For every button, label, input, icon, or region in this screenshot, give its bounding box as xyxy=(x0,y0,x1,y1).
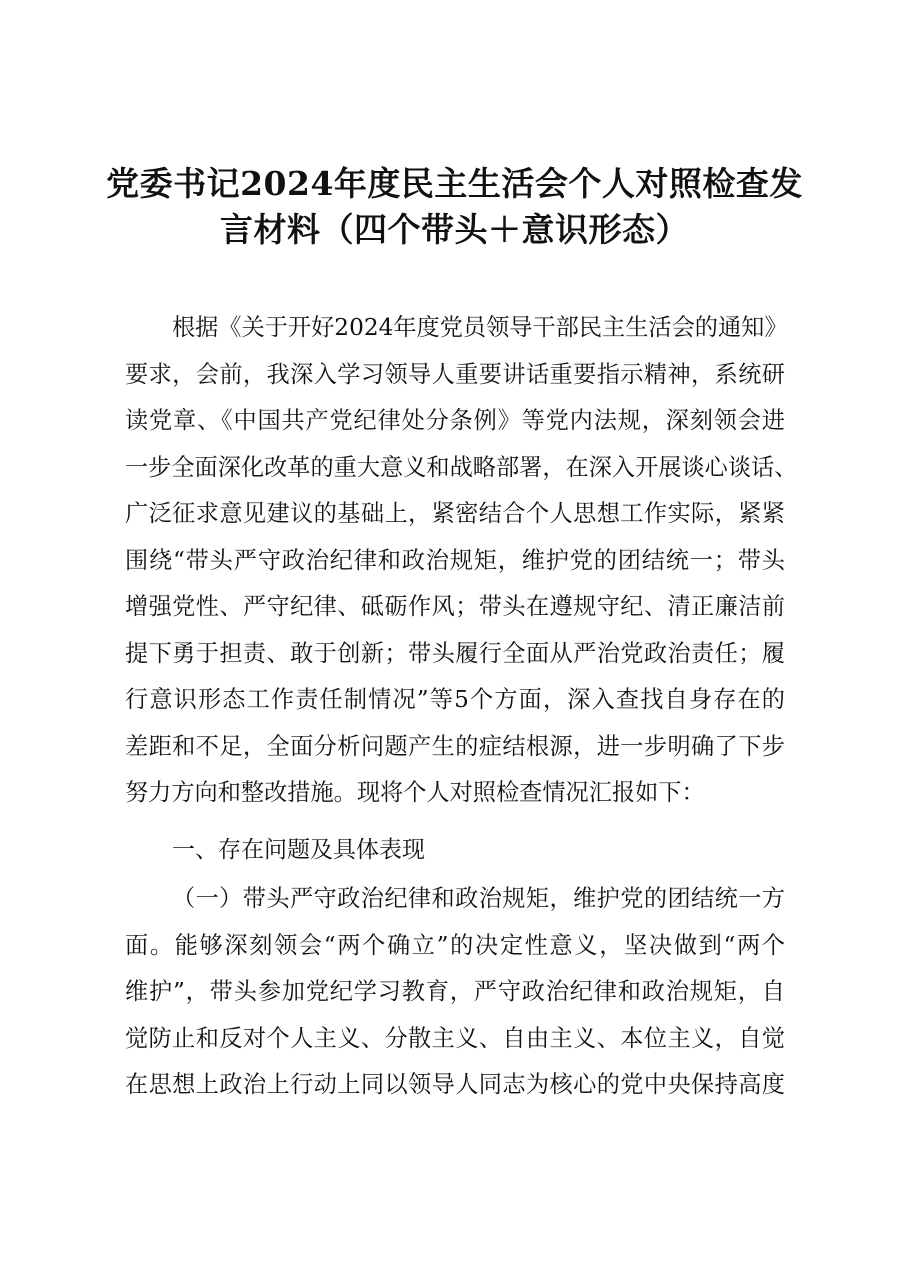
section-heading: 一、存在问题及具体表现 xyxy=(172,837,425,863)
intro-paragraph-line: 围绕“带头严守政治纪律和政治规矩，维护党的团结统一；带头 xyxy=(125,547,785,574)
document-title-line-1: 党委书记2024年度民主生活会个人对照检查发 xyxy=(106,164,803,203)
section-paragraph-line: 维护”，带头参加党纪学习教育，严守政治纪律和政治规矩，自 xyxy=(125,978,785,1005)
section-paragraph-line: （一）带头严守政治纪律和政治规矩，维护党的团结统一方 xyxy=(172,885,785,912)
section-paragraph-line: 在思想上政治上行动上同以领导人同志为核心的党中央保持高度 xyxy=(125,1071,785,1098)
document-title-line-2: 言材料（四个带头＋意识形态） xyxy=(220,210,689,249)
intro-paragraph-line: 要求，会前，我深入学习领导人重要讲话重要指示精神，系统研 xyxy=(125,361,785,388)
intro-paragraph-line: 努力方向和整改措施。现将个人对照检查情况汇报如下： xyxy=(125,779,705,806)
intro-paragraph-line: 读党章、《中国共产党纪律处分条例》等党内法规，深刻领会进 xyxy=(125,407,785,434)
section-paragraph-line: 觉防止和反对个人主义、分散主义、自由主义、本位主义，自觉 xyxy=(125,1025,785,1052)
intro-paragraph-line: 广泛征求意见建议的基础上，紧密结合个人思想工作实际，紧紧 xyxy=(125,500,785,527)
intro-paragraph-line: 增强党性、严守纪律、砥砺作风；带头在遵规守纪、清正廉洁前 xyxy=(125,593,785,620)
intro-paragraph-line: 行意识形态工作责任制情况”等5个方面，深入查找自身存在的 xyxy=(125,686,785,713)
intro-paragraph-line: 一步全面深化改革的重大意义和战略部署，在深入开展谈心谈话、 xyxy=(125,454,798,481)
intro-paragraph-line: 提下勇于担责、敢于创新；带头履行全面从严治党政治责任；履 xyxy=(125,640,785,667)
intro-paragraph-line: 根据《关于开好2024年度党员领导干部民主生活会的通知》 xyxy=(172,314,788,341)
intro-paragraph-line: 差距和不足，全面分析问题产生的症结根源，进一步明确了下步 xyxy=(125,733,785,760)
section-paragraph-line: 面。能够深刻领会“两个确立”的决定性意义，坚决做到“两个 xyxy=(125,932,785,959)
